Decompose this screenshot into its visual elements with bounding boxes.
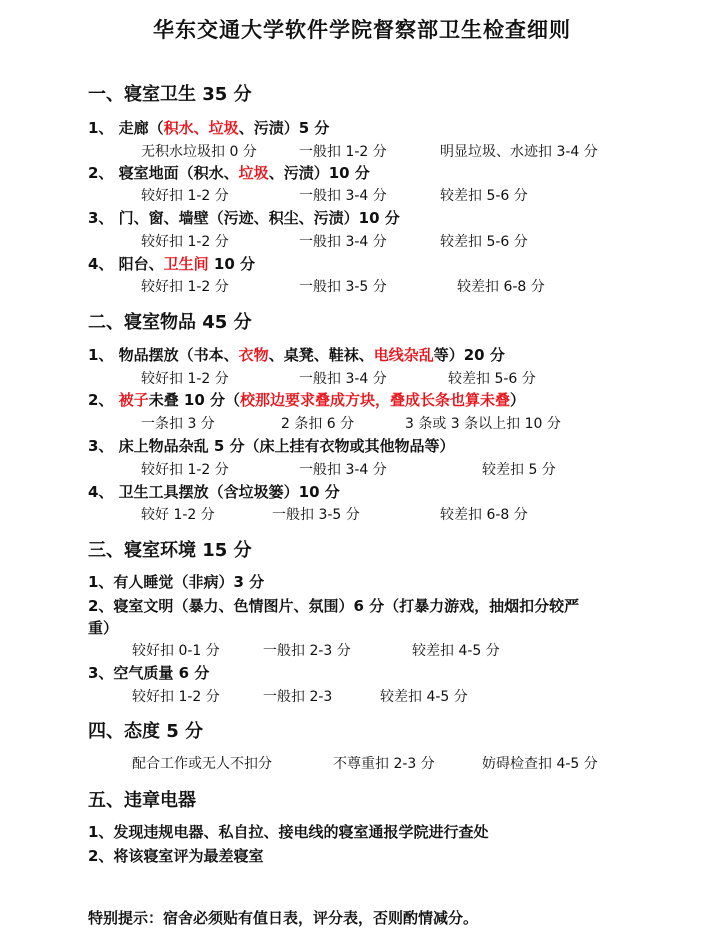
item-1-2-sub-2: 一般扣 3-4 分 <box>299 188 387 204</box>
item-2-4-sub-3: 较差扣 6-8 分 <box>440 507 528 523</box>
item-2-3-sub-2: 一般扣 3-4 分 <box>299 462 387 478</box>
page-title: 华东交通大学软件学院督察部卫生检查细则 <box>153 18 571 42</box>
item-2-1: 1、 物品摆放（书本、衣物、桌凳、鞋袜、电线杂乱等）20 分 <box>88 346 505 364</box>
section-heading-5: 五、违章电器 <box>88 790 196 811</box>
section-heading-1: 一、寝室卫生 35 分 <box>88 84 252 105</box>
section-heading-2: 二、寝室物品 45 分 <box>88 312 252 333</box>
section-heading-4: 四、态度 5 分 <box>88 721 204 742</box>
item-2-1-sub-3: 较差扣 5-6 分 <box>448 371 536 387</box>
item-3-3-sub-1: 较好扣 1-2 分 <box>132 689 220 705</box>
item-1-1-sub-2: 一般扣 1-2 分 <box>299 144 387 160</box>
item-1-4: 4、 阳台、卫生间 10 分 <box>88 255 256 273</box>
item-2-3-sub-3: 较差扣 5 分 <box>482 462 556 478</box>
item-2-4: 4、 卫生工具摆放（含垃圾篓）10 分 <box>88 483 340 501</box>
attitude-sub-1: 配合工作或无人不扣分 <box>132 756 272 772</box>
item-1-1: 1、 走廊（积水、垃圾、污渍）5 分 <box>88 119 330 137</box>
attitude-sub-3: 妨碍检查扣 4-5 分 <box>482 756 598 772</box>
item-3-2: 2、寝室文明（暴力、色情图片、氛围）6 分（打暴力游戏，抽烟扣分较严 <box>88 597 580 615</box>
item-5-2: 2、将该寝室评为最差寝室 <box>88 847 264 865</box>
item-3-3-sub-2: 一般扣 2-3 <box>263 689 333 705</box>
item-2-2-sub-3: 3 条或 3 条以上扣 10 分 <box>405 416 561 432</box>
item-3-2-cont: 重） <box>88 619 119 637</box>
item-2-1-sub-2: 一般扣 3-4 分 <box>299 371 387 387</box>
item-2-2-sub-2: 2 条扣 6 分 <box>281 416 355 432</box>
item-1-4-sub-3: 较差扣 6-8 分 <box>457 279 545 295</box>
item-1-2-sub-3: 较差扣 5-6 分 <box>440 188 528 204</box>
item-2-4-sub-2: 一般扣 3-5 分 <box>272 507 360 523</box>
item-1-4-sub-2: 一般扣 3-5 分 <box>299 279 387 295</box>
item-2-3: 3、 床上物品杂乱 5 分（床上挂有衣物或其他物品等） <box>88 437 455 455</box>
item-1-1-sub-3: 明显垃圾、水迹扣 3-4 分 <box>440 144 598 160</box>
item-2-1-sub-1: 较好扣 1-2 分 <box>141 371 229 387</box>
item-5-1: 1、发现违规电器、私自拉、接电线的寝室通报学院进行查处 <box>88 823 489 841</box>
item-2-4-sub-1: 较好 1-2 分 <box>141 507 215 523</box>
item-3-3: 3、空气质量 6 分 <box>88 664 210 682</box>
item-2-3-sub-1: 较好扣 1-2 分 <box>141 462 229 478</box>
item-1-3-sub-2: 一般扣 3-4 分 <box>299 234 387 250</box>
item-2-2-sub-1: 一条扣 3 分 <box>141 416 215 432</box>
item-1-2-sub-1: 较好扣 1-2 分 <box>141 188 229 204</box>
item-1-4-sub-1: 较好扣 1-2 分 <box>141 279 229 295</box>
item-3-2-sub-3: 较差扣 4-5 分 <box>412 643 500 659</box>
item-1-3-sub-1: 较好扣 1-2 分 <box>141 234 229 250</box>
item-1-1-sub-1: 无积水垃圾扣 0 分 <box>141 144 257 160</box>
item-1-3-sub-3: 较差扣 5-6 分 <box>440 234 528 250</box>
attitude-sub-2: 不尊重扣 2-3 分 <box>333 756 435 772</box>
item-3-2-sub-1: 较好扣 0-1 分 <box>132 643 220 659</box>
item-3-1: 1、有人睡觉（非病）3 分 <box>88 573 265 591</box>
item-2-2: 2、 被子未叠 10 分（校那边要求叠成方块，叠成长条也算未叠） <box>88 391 526 409</box>
item-1-3: 3、 门、窗、墙壁（污迹、积尘、污渍）10 分 <box>88 209 400 227</box>
item-3-3-sub-3: 较差扣 4-5 分 <box>380 689 468 705</box>
special-note: 特别提示：宿舍必须贴有值日表，评分表，否则酌情减分。 <box>88 909 479 927</box>
item-3-2-sub-2: 一般扣 2-3 分 <box>263 643 351 659</box>
section-heading-3: 三、寝室环境 15 分 <box>88 540 252 561</box>
item-1-2: 2、 寝室地面（积水、垃圾、污渍）10 分 <box>88 164 370 182</box>
